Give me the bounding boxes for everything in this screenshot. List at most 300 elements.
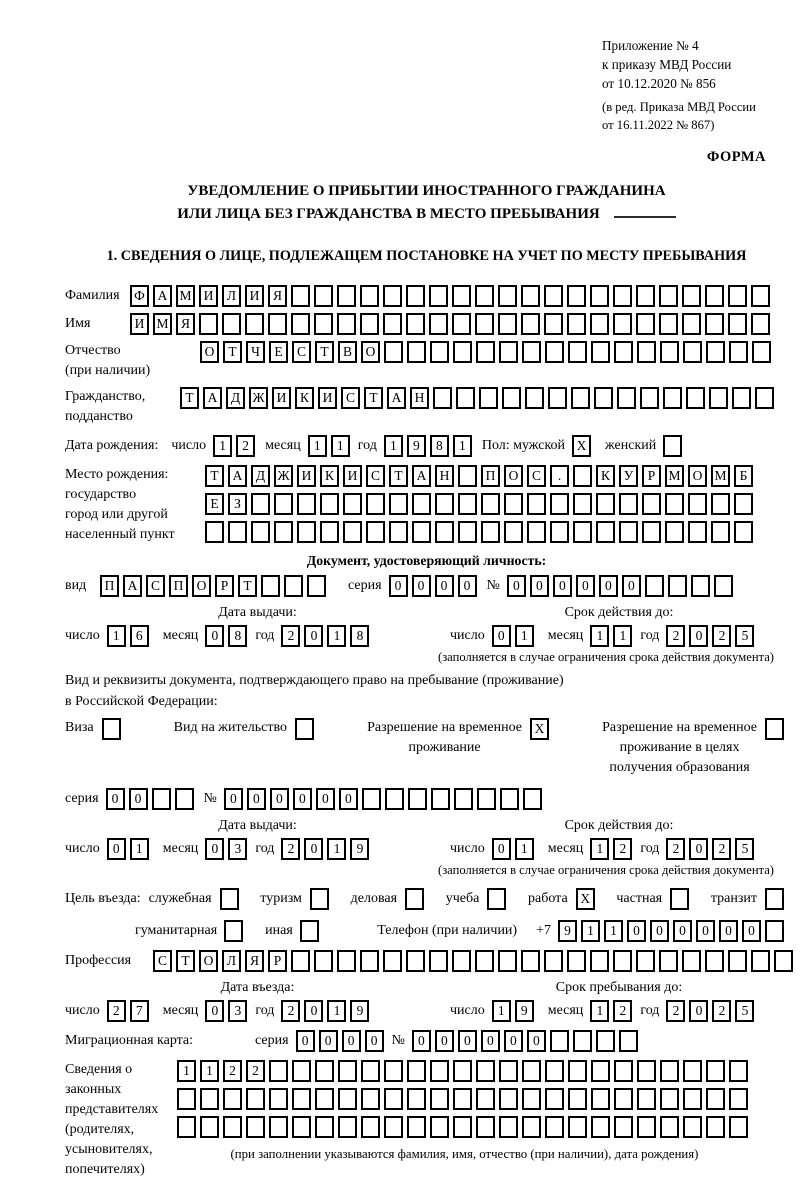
char-box[interactable]: 6: [130, 625, 149, 647]
char-box[interactable]: М: [711, 465, 730, 487]
char-box[interactable]: М: [665, 465, 684, 487]
checkbox-sex-female[interactable]: [663, 435, 686, 457]
char-box[interactable]: [453, 1088, 472, 1110]
char-box[interactable]: [660, 1060, 679, 1082]
char-box[interactable]: [523, 788, 542, 810]
char-box[interactable]: 1: [327, 1000, 346, 1022]
char-box[interactable]: 9: [515, 1000, 534, 1022]
char-box[interactable]: И: [130, 313, 149, 335]
char-box[interactable]: [636, 313, 655, 335]
char-box[interactable]: З: [228, 493, 247, 515]
char-box[interactable]: [430, 1116, 449, 1138]
char-box[interactable]: 0: [576, 575, 595, 597]
char-box[interactable]: И: [318, 387, 337, 409]
char-box[interactable]: А: [153, 285, 172, 307]
char-box[interactable]: [663, 387, 682, 409]
char-box[interactable]: [269, 1088, 288, 1110]
stay-month-input[interactable]: [590, 1000, 636, 1022]
char-box[interactable]: Я: [176, 313, 195, 335]
char-box[interactable]: С: [366, 465, 385, 487]
char-box[interactable]: [205, 521, 224, 543]
char-box[interactable]: 1: [604, 920, 623, 942]
identity-issue-day-input[interactable]: [107, 625, 153, 647]
char-box[interactable]: 1: [384, 435, 403, 457]
char-box[interactable]: [619, 493, 638, 515]
char-box[interactable]: [729, 1116, 748, 1138]
char-box[interactable]: [360, 950, 379, 972]
char-box[interactable]: [568, 1088, 587, 1110]
char-box[interactable]: [683, 1088, 702, 1110]
char-box[interactable]: [476, 1116, 495, 1138]
char-box[interactable]: 0: [304, 1000, 323, 1022]
char-box[interactable]: 1: [177, 1060, 196, 1082]
char-box[interactable]: [251, 493, 270, 515]
char-box[interactable]: [456, 387, 475, 409]
char-box[interactable]: 1: [107, 625, 126, 647]
char-box[interactable]: О: [688, 465, 707, 487]
char-box[interactable]: 0: [530, 575, 549, 597]
char-box[interactable]: [613, 950, 632, 972]
char-box[interactable]: [453, 1060, 472, 1082]
char-box[interactable]: [499, 1060, 518, 1082]
char-box[interactable]: [361, 1060, 380, 1082]
char-box[interactable]: [284, 575, 303, 597]
char-box[interactable]: [297, 493, 316, 515]
char-box[interactable]: 1: [581, 920, 600, 942]
migration-card-series-input[interactable]: [296, 1030, 388, 1052]
char-box[interactable]: Н: [410, 387, 429, 409]
char-box[interactable]: [200, 1116, 219, 1138]
char-box[interactable]: 0: [696, 920, 715, 942]
char-box[interactable]: Р: [642, 465, 661, 487]
char-box[interactable]: 2: [281, 838, 300, 860]
char-box[interactable]: [706, 1088, 725, 1110]
char-box[interactable]: 0: [205, 625, 224, 647]
char-box[interactable]: Л: [222, 285, 241, 307]
char-box[interactable]: [522, 341, 541, 363]
residence-issue-month-input[interactable]: [205, 838, 251, 860]
char-box[interactable]: 0: [458, 575, 477, 597]
char-box[interactable]: 0: [304, 625, 323, 647]
char-box[interactable]: [706, 1116, 725, 1138]
char-box[interactable]: 0: [412, 575, 431, 597]
char-box[interactable]: [682, 285, 701, 307]
char-box[interactable]: Д: [251, 465, 270, 487]
char-box[interactable]: [614, 341, 633, 363]
char-box[interactable]: [435, 521, 454, 543]
char-box[interactable]: [452, 285, 471, 307]
char-box[interactable]: [274, 521, 293, 543]
char-box[interactable]: [765, 920, 784, 942]
char-box[interactable]: 0: [304, 838, 323, 860]
char-box[interactable]: [412, 521, 431, 543]
char-box[interactable]: 0: [458, 1030, 477, 1052]
char-box[interactable]: [688, 521, 707, 543]
char-box[interactable]: [430, 341, 449, 363]
char-box[interactable]: 0: [319, 1030, 338, 1052]
stay-year-input[interactable]: [666, 1000, 758, 1022]
char-box[interactable]: [366, 493, 385, 515]
char-box[interactable]: 8: [228, 625, 247, 647]
checkbox-study[interactable]: [487, 888, 510, 910]
checkbox-transit[interactable]: [765, 888, 788, 910]
residence-issue-year-input[interactable]: [281, 838, 373, 860]
identity-issue-year-input[interactable]: [281, 625, 373, 647]
residence-issue-day-input[interactable]: [107, 838, 153, 860]
char-box[interactable]: 1: [492, 1000, 511, 1022]
char-box[interactable]: [177, 1088, 196, 1110]
char-box[interactable]: [734, 493, 753, 515]
char-box[interactable]: 0: [481, 1030, 500, 1052]
migration-card-number-input[interactable]: [412, 1030, 642, 1052]
char-box[interactable]: [245, 313, 264, 335]
char-box[interactable]: [613, 313, 632, 335]
char-box[interactable]: [408, 788, 427, 810]
char-box[interactable]: 1: [590, 838, 609, 860]
char-box[interactable]: Т: [205, 465, 224, 487]
char-box[interactable]: [360, 313, 379, 335]
char-box[interactable]: [714, 575, 733, 597]
char-box[interactable]: [228, 521, 247, 543]
char-box[interactable]: [223, 1088, 242, 1110]
char-box[interactable]: [246, 1088, 265, 1110]
char-box[interactable]: [384, 1116, 403, 1138]
char-box[interactable]: [384, 1060, 403, 1082]
char-box[interactable]: 2: [281, 1000, 300, 1022]
char-box[interactable]: [291, 285, 310, 307]
char-box[interactable]: [545, 341, 564, 363]
char-box[interactable]: [670, 888, 689, 910]
char-box[interactable]: [261, 575, 280, 597]
legal-reps-line-2-input[interactable]: [177, 1088, 752, 1110]
char-box[interactable]: 9: [350, 1000, 369, 1022]
char-box[interactable]: [102, 718, 121, 740]
checkbox-temp-residence-permit[interactable]: [530, 718, 553, 740]
char-box[interactable]: 9: [558, 920, 577, 942]
char-box[interactable]: [659, 950, 678, 972]
char-box[interactable]: [384, 341, 403, 363]
char-box[interactable]: [659, 285, 678, 307]
char-box[interactable]: [591, 1088, 610, 1110]
char-box[interactable]: [774, 950, 793, 972]
char-box[interactable]: [223, 1116, 242, 1138]
char-box[interactable]: [453, 341, 472, 363]
legal-reps-line-3-input[interactable]: [177, 1116, 752, 1138]
char-box[interactable]: Б: [734, 465, 753, 487]
char-box[interactable]: [246, 1116, 265, 1138]
char-box[interactable]: 0: [106, 788, 125, 810]
char-box[interactable]: [295, 718, 314, 740]
char-box[interactable]: 0: [342, 1030, 361, 1052]
char-box[interactable]: [751, 313, 770, 335]
char-box[interactable]: [251, 521, 270, 543]
char-box[interactable]: [389, 493, 408, 515]
char-box[interactable]: П: [481, 465, 500, 487]
char-box[interactable]: [337, 285, 356, 307]
doc-number-input[interactable]: [507, 575, 737, 597]
char-box[interactable]: [338, 1060, 357, 1082]
char-box[interactable]: [292, 1088, 311, 1110]
char-box[interactable]: 0: [650, 920, 669, 942]
checkbox-private[interactable]: [670, 888, 693, 910]
char-box[interactable]: 1: [130, 838, 149, 860]
char-box[interactable]: [705, 285, 724, 307]
char-box[interactable]: [274, 493, 293, 515]
char-box[interactable]: 0: [435, 1030, 454, 1052]
char-box[interactable]: [385, 788, 404, 810]
char-box[interactable]: [522, 1116, 541, 1138]
char-box[interactable]: [545, 1088, 564, 1110]
char-box[interactable]: [430, 1088, 449, 1110]
char-box[interactable]: [407, 1116, 426, 1138]
char-box[interactable]: [383, 285, 402, 307]
char-box[interactable]: Е: [269, 341, 288, 363]
char-box[interactable]: Р: [268, 950, 287, 972]
char-box[interactable]: 0: [293, 788, 312, 810]
char-box[interactable]: [550, 521, 569, 543]
char-box[interactable]: 0: [247, 788, 266, 810]
char-box[interactable]: [619, 1030, 638, 1052]
char-box[interactable]: [544, 950, 563, 972]
char-box[interactable]: [728, 313, 747, 335]
char-box[interactable]: К: [596, 465, 615, 487]
char-box[interactable]: [683, 1060, 702, 1082]
char-box[interactable]: [550, 493, 569, 515]
char-box[interactable]: 8: [350, 625, 369, 647]
char-box[interactable]: 0: [689, 838, 708, 860]
char-box[interactable]: 1: [327, 838, 346, 860]
char-box[interactable]: Р: [215, 575, 234, 597]
char-box[interactable]: 0: [205, 1000, 224, 1022]
char-box[interactable]: [683, 1116, 702, 1138]
char-box[interactable]: [458, 493, 477, 515]
char-box[interactable]: [682, 313, 701, 335]
char-box[interactable]: [498, 950, 517, 972]
char-box[interactable]: [665, 521, 684, 543]
char-box[interactable]: Ч: [246, 341, 265, 363]
char-box[interactable]: Я: [245, 950, 264, 972]
char-box[interactable]: [728, 950, 747, 972]
checkbox-humanitarian[interactable]: [224, 920, 247, 942]
char-box[interactable]: С: [341, 387, 360, 409]
char-box[interactable]: [683, 341, 702, 363]
char-box[interactable]: 0: [527, 1030, 546, 1052]
char-box[interactable]: 0: [389, 575, 408, 597]
char-box[interactable]: [596, 1030, 615, 1052]
char-box[interactable]: Е: [205, 493, 224, 515]
char-box[interactable]: [663, 435, 682, 457]
char-box[interactable]: [199, 313, 218, 335]
char-box[interactable]: [668, 575, 687, 597]
checkbox-edu-residence-permit[interactable]: [765, 718, 788, 740]
char-box[interactable]: [269, 1060, 288, 1082]
char-box[interactable]: [594, 387, 613, 409]
char-box[interactable]: 2: [281, 625, 300, 647]
char-box[interactable]: 5: [735, 625, 754, 647]
char-box[interactable]: 7: [130, 1000, 149, 1022]
char-box[interactable]: 2: [223, 1060, 242, 1082]
char-box[interactable]: 1: [200, 1060, 219, 1082]
char-box[interactable]: Ж: [249, 387, 268, 409]
char-box[interactable]: [292, 1116, 311, 1138]
residence-expiry-year-input[interactable]: [666, 838, 758, 860]
char-box[interactable]: [152, 788, 171, 810]
char-box[interactable]: [504, 521, 523, 543]
char-box[interactable]: 0: [673, 920, 692, 942]
char-box[interactable]: [596, 493, 615, 515]
char-box[interactable]: [660, 341, 679, 363]
char-box[interactable]: .: [550, 465, 569, 487]
char-box[interactable]: [590, 950, 609, 972]
char-box[interactable]: [452, 950, 471, 972]
char-box[interactable]: [269, 1116, 288, 1138]
char-box[interactable]: [429, 313, 448, 335]
char-box[interactable]: 0: [719, 920, 738, 942]
char-box[interactable]: 0: [689, 1000, 708, 1022]
entry-day-input[interactable]: [107, 1000, 153, 1022]
char-box[interactable]: [337, 313, 356, 335]
char-box[interactable]: 0: [492, 838, 511, 860]
char-box[interactable]: [751, 285, 770, 307]
char-box[interactable]: [705, 950, 724, 972]
char-box[interactable]: 1: [331, 435, 350, 457]
char-box[interactable]: [315, 1116, 334, 1138]
char-box[interactable]: [502, 387, 521, 409]
char-box[interactable]: 0: [107, 838, 126, 860]
char-box[interactable]: [499, 1088, 518, 1110]
char-box[interactable]: [383, 950, 402, 972]
char-box[interactable]: [752, 341, 771, 363]
char-box[interactable]: С: [146, 575, 165, 597]
char-box[interactable]: [220, 888, 239, 910]
char-box[interactable]: О: [200, 341, 219, 363]
char-box[interactable]: 2: [666, 625, 685, 647]
char-box[interactable]: [292, 1060, 311, 1082]
char-box[interactable]: [706, 341, 725, 363]
char-box[interactable]: [619, 521, 638, 543]
char-box[interactable]: [430, 1060, 449, 1082]
char-box[interactable]: [527, 493, 546, 515]
char-box[interactable]: [686, 387, 705, 409]
char-box[interactable]: [500, 788, 519, 810]
char-box[interactable]: [314, 285, 333, 307]
char-box[interactable]: Т: [176, 950, 195, 972]
char-box[interactable]: [545, 1116, 564, 1138]
char-box[interactable]: [453, 1116, 472, 1138]
char-box[interactable]: [291, 950, 310, 972]
char-box[interactable]: [499, 1116, 518, 1138]
char-box[interactable]: М: [176, 285, 195, 307]
char-box[interactable]: 1: [590, 625, 609, 647]
char-box[interactable]: А: [203, 387, 222, 409]
char-box[interactable]: И: [272, 387, 291, 409]
doc-series-input[interactable]: [389, 575, 481, 597]
char-box[interactable]: [406, 313, 425, 335]
char-box[interactable]: 3: [228, 838, 247, 860]
char-box[interactable]: С: [527, 465, 546, 487]
char-box[interactable]: [300, 920, 319, 942]
checkbox-business[interactable]: [405, 888, 428, 910]
char-box[interactable]: [729, 341, 748, 363]
char-box[interactable]: [645, 575, 664, 597]
char-box[interactable]: [573, 1030, 592, 1052]
char-box[interactable]: 1: [613, 625, 632, 647]
char-box[interactable]: В: [338, 341, 357, 363]
char-box[interactable]: [640, 387, 659, 409]
char-box[interactable]: И: [245, 285, 264, 307]
char-box[interactable]: [568, 1060, 587, 1082]
char-box[interactable]: 0: [296, 1030, 315, 1052]
char-box[interactable]: 1: [213, 435, 232, 457]
char-box[interactable]: [383, 313, 402, 335]
char-box[interactable]: [711, 521, 730, 543]
char-box[interactable]: 2: [666, 1000, 685, 1022]
char-box[interactable]: [310, 888, 329, 910]
char-box[interactable]: [407, 341, 426, 363]
char-box[interactable]: У: [619, 465, 638, 487]
char-box[interactable]: Т: [238, 575, 257, 597]
char-box[interactable]: [315, 1088, 334, 1110]
checkbox-work[interactable]: [576, 888, 599, 910]
char-box[interactable]: [291, 313, 310, 335]
char-box[interactable]: [476, 341, 495, 363]
char-box[interactable]: П: [100, 575, 119, 597]
char-box[interactable]: 0: [339, 788, 358, 810]
char-box[interactable]: [571, 387, 590, 409]
char-box[interactable]: [665, 493, 684, 515]
char-box[interactable]: 9: [350, 838, 369, 860]
char-box[interactable]: X: [572, 435, 591, 457]
char-box[interactable]: 1: [515, 838, 534, 860]
char-box[interactable]: [366, 521, 385, 543]
char-box[interactable]: [435, 493, 454, 515]
char-box[interactable]: [613, 285, 632, 307]
char-box[interactable]: [320, 493, 339, 515]
char-box[interactable]: [314, 313, 333, 335]
char-box[interactable]: [389, 521, 408, 543]
char-box[interactable]: [691, 575, 710, 597]
citizenship-input[interactable]: [180, 387, 778, 409]
char-box[interactable]: [596, 521, 615, 543]
char-box[interactable]: К: [295, 387, 314, 409]
birth-month-input[interactable]: [308, 435, 354, 457]
char-box[interactable]: [452, 313, 471, 335]
char-box[interactable]: [314, 950, 333, 972]
char-box[interactable]: И: [343, 465, 362, 487]
char-box[interactable]: [642, 493, 661, 515]
char-box[interactable]: С: [292, 341, 311, 363]
char-box[interactable]: [476, 1060, 495, 1082]
char-box[interactable]: [384, 1088, 403, 1110]
char-box[interactable]: 9: [407, 435, 426, 457]
char-box[interactable]: [475, 285, 494, 307]
char-box[interactable]: О: [199, 950, 218, 972]
char-box[interactable]: 0: [742, 920, 761, 942]
char-box[interactable]: [479, 387, 498, 409]
char-box[interactable]: [590, 313, 609, 335]
identity-expiry-month-input[interactable]: [590, 625, 636, 647]
identity-expiry-day-input[interactable]: [492, 625, 538, 647]
char-box[interactable]: [527, 521, 546, 543]
char-box[interactable]: 2: [712, 1000, 731, 1022]
char-box[interactable]: [614, 1088, 633, 1110]
char-box[interactable]: 0: [504, 1030, 523, 1052]
char-box[interactable]: 0: [365, 1030, 384, 1052]
char-box[interactable]: 0: [435, 575, 454, 597]
char-box[interactable]: [568, 1116, 587, 1138]
phone-input[interactable]: [558, 920, 788, 942]
legal-reps-line-1-input[interactable]: [177, 1060, 752, 1082]
